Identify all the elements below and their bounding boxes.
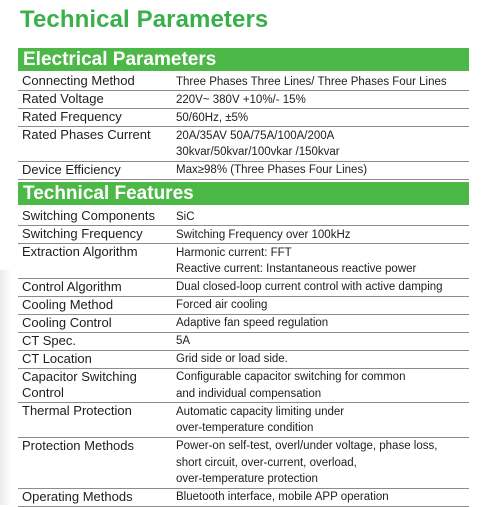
parameter-label: [18, 403, 172, 437]
parameter-label-line: Cooling Control: [22, 314, 112, 330]
electrical-parameter-row: [18, 73, 469, 91]
parameter-value: [172, 91, 469, 108]
parameter-value-line: Three Phases Three Lines/ Three Phases Four Lines: [176, 75, 447, 88]
technical-feature-row: [18, 403, 469, 438]
parameter-label: [18, 244, 172, 278]
parameter-label: [18, 351, 172, 368]
parameter-value-line: Bluetooth interface, mobile APP operation: [176, 491, 389, 503]
parameter-label-line: Protection Methods: [22, 437, 135, 453]
technical-feature-row: [18, 208, 469, 226]
parameter-value-line: Dual closed-loop current control with active damping: [176, 281, 443, 293]
technical-feature-row: [18, 438, 469, 489]
parameter-value-line: 20A/35AV 50A/75A/100A/200A: [176, 129, 335, 142]
electrical-parameter-row: [18, 109, 469, 127]
parameter-label: [18, 127, 172, 161]
parameter-label-line: Connecting Method: [22, 73, 135, 88]
parameter-value-line: SiC: [176, 210, 195, 223]
parameter-value-line: Configurable capacitor switching for common: [176, 371, 406, 383]
parameter-label: [18, 208, 172, 225]
parameter-label-line: Thermal Protection: [22, 403, 132, 418]
parameter-value: [172, 109, 469, 126]
technical-features-header: Technical Features: [18, 182, 469, 205]
parameter-value-line: over-temperature condition: [176, 422, 314, 434]
technical-feature-row: [18, 226, 469, 244]
parameter-value: [172, 297, 469, 314]
parameter-value: [172, 315, 469, 332]
parameter-value-line: Reactive current: Instantaneous reactive power: [176, 263, 417, 275]
electrical-parameter-row: [18, 162, 469, 180]
parameter-label-line: CT Location: [22, 350, 92, 366]
parameter-label-line: Switching Components: [22, 208, 155, 223]
parameter-label: [18, 91, 172, 108]
parameter-label-line: Rated Phases Current: [22, 127, 151, 142]
electrical-parameters-table: [18, 73, 469, 180]
parameter-label-line: Capacitor Switching: [22, 368, 137, 384]
parameter-value: [172, 73, 469, 90]
parameter-label: [18, 297, 172, 314]
parameter-value: [172, 489, 469, 506]
parameter-value: [172, 244, 469, 278]
parameter-value-line: Max≥98% (Three Phases Four Lines): [176, 164, 368, 176]
parameter-label-line: Switching Frequency: [22, 226, 143, 241]
parameter-value: [172, 162, 469, 179]
parameter-value-line: Forced air cooling: [176, 299, 268, 311]
parameter-value: [172, 127, 469, 161]
parameter-value-line: over-temperature protection: [176, 473, 318, 485]
technical-feature-row: [18, 369, 469, 404]
parameter-value: [172, 369, 469, 403]
parameter-value-line: Power-on self-test, overl/under voltage, phase loss,: [176, 440, 438, 452]
electrical-parameters-header: Electrical Parameters: [18, 48, 469, 71]
parameter-value-line: and individual compensation: [176, 387, 322, 400]
parameter-value: [172, 333, 469, 350]
parameter-value-line: 50/60Hz, ±5%: [176, 111, 249, 124]
parameter-value-line: 5A: [176, 335, 191, 347]
parameter-label-line: Rated Frequency: [22, 109, 122, 124]
technical-feature-row: [18, 489, 469, 507]
parameter-value-line: Grid side or load side.: [176, 353, 288, 365]
technical-feature-row: [18, 244, 469, 279]
parameter-value: [172, 403, 469, 437]
parameter-label: [18, 226, 172, 243]
parameter-value-line: Adaptive fan speed regulation: [176, 317, 329, 329]
parameter-label-line: Operating Methods: [22, 488, 133, 504]
parameter-value-line: Harmonic current: FFT: [176, 246, 292, 259]
parameter-label: [18, 109, 172, 126]
page-title: Technical Parameters: [20, 6, 269, 33]
technical-feature-row: [18, 333, 469, 351]
parameter-label-line: Cooling Method: [22, 296, 114, 312]
parameter-label: [18, 438, 172, 488]
parameter-label: [18, 279, 172, 296]
parameter-value-line: Automatic capacity limiting under: [176, 405, 345, 418]
parameter-label: [18, 333, 172, 350]
electrical-parameter-row: [18, 91, 469, 109]
technical-feature-row: [18, 351, 469, 369]
parameter-label: [18, 162, 172, 179]
parameter-label: [18, 315, 172, 332]
parameter-label-line: Device Efficiency: [22, 161, 121, 177]
parameter-value: [172, 279, 469, 296]
parameter-label-line: Control: [22, 385, 64, 400]
left-edge-shadow: [0, 270, 12, 505]
parameter-value-line: Switching Frequency over 100kHz: [176, 228, 351, 241]
electrical-parameter-row: [18, 127, 469, 162]
parameter-value-line: short circuit, over-current, overload,: [176, 456, 357, 469]
parameter-label-line: Control Algorithm: [22, 278, 122, 294]
parameter-label-line: Rated Voltage: [22, 91, 104, 106]
parameter-label: [18, 73, 172, 90]
parameter-value: [172, 351, 469, 368]
parameter-value: [172, 438, 469, 488]
parameter-label: [18, 489, 172, 506]
technical-features-table: [18, 208, 469, 507]
technical-feature-row: [18, 279, 469, 297]
parameter-value-line: 220V~ 380V +10%/- 15%: [176, 93, 306, 106]
technical-feature-row: [18, 315, 469, 333]
parameter-value: [172, 208, 469, 225]
parameter-label-line: CT Spec.: [22, 332, 76, 348]
parameter-label-line: Extraction Algorithm: [22, 244, 138, 259]
parameter-value: [172, 226, 469, 243]
technical-feature-row: [18, 297, 469, 315]
parameter-label: [18, 369, 172, 403]
parameter-value-line: 30kvar/50kvar/100vkar /150kvar: [176, 146, 340, 158]
